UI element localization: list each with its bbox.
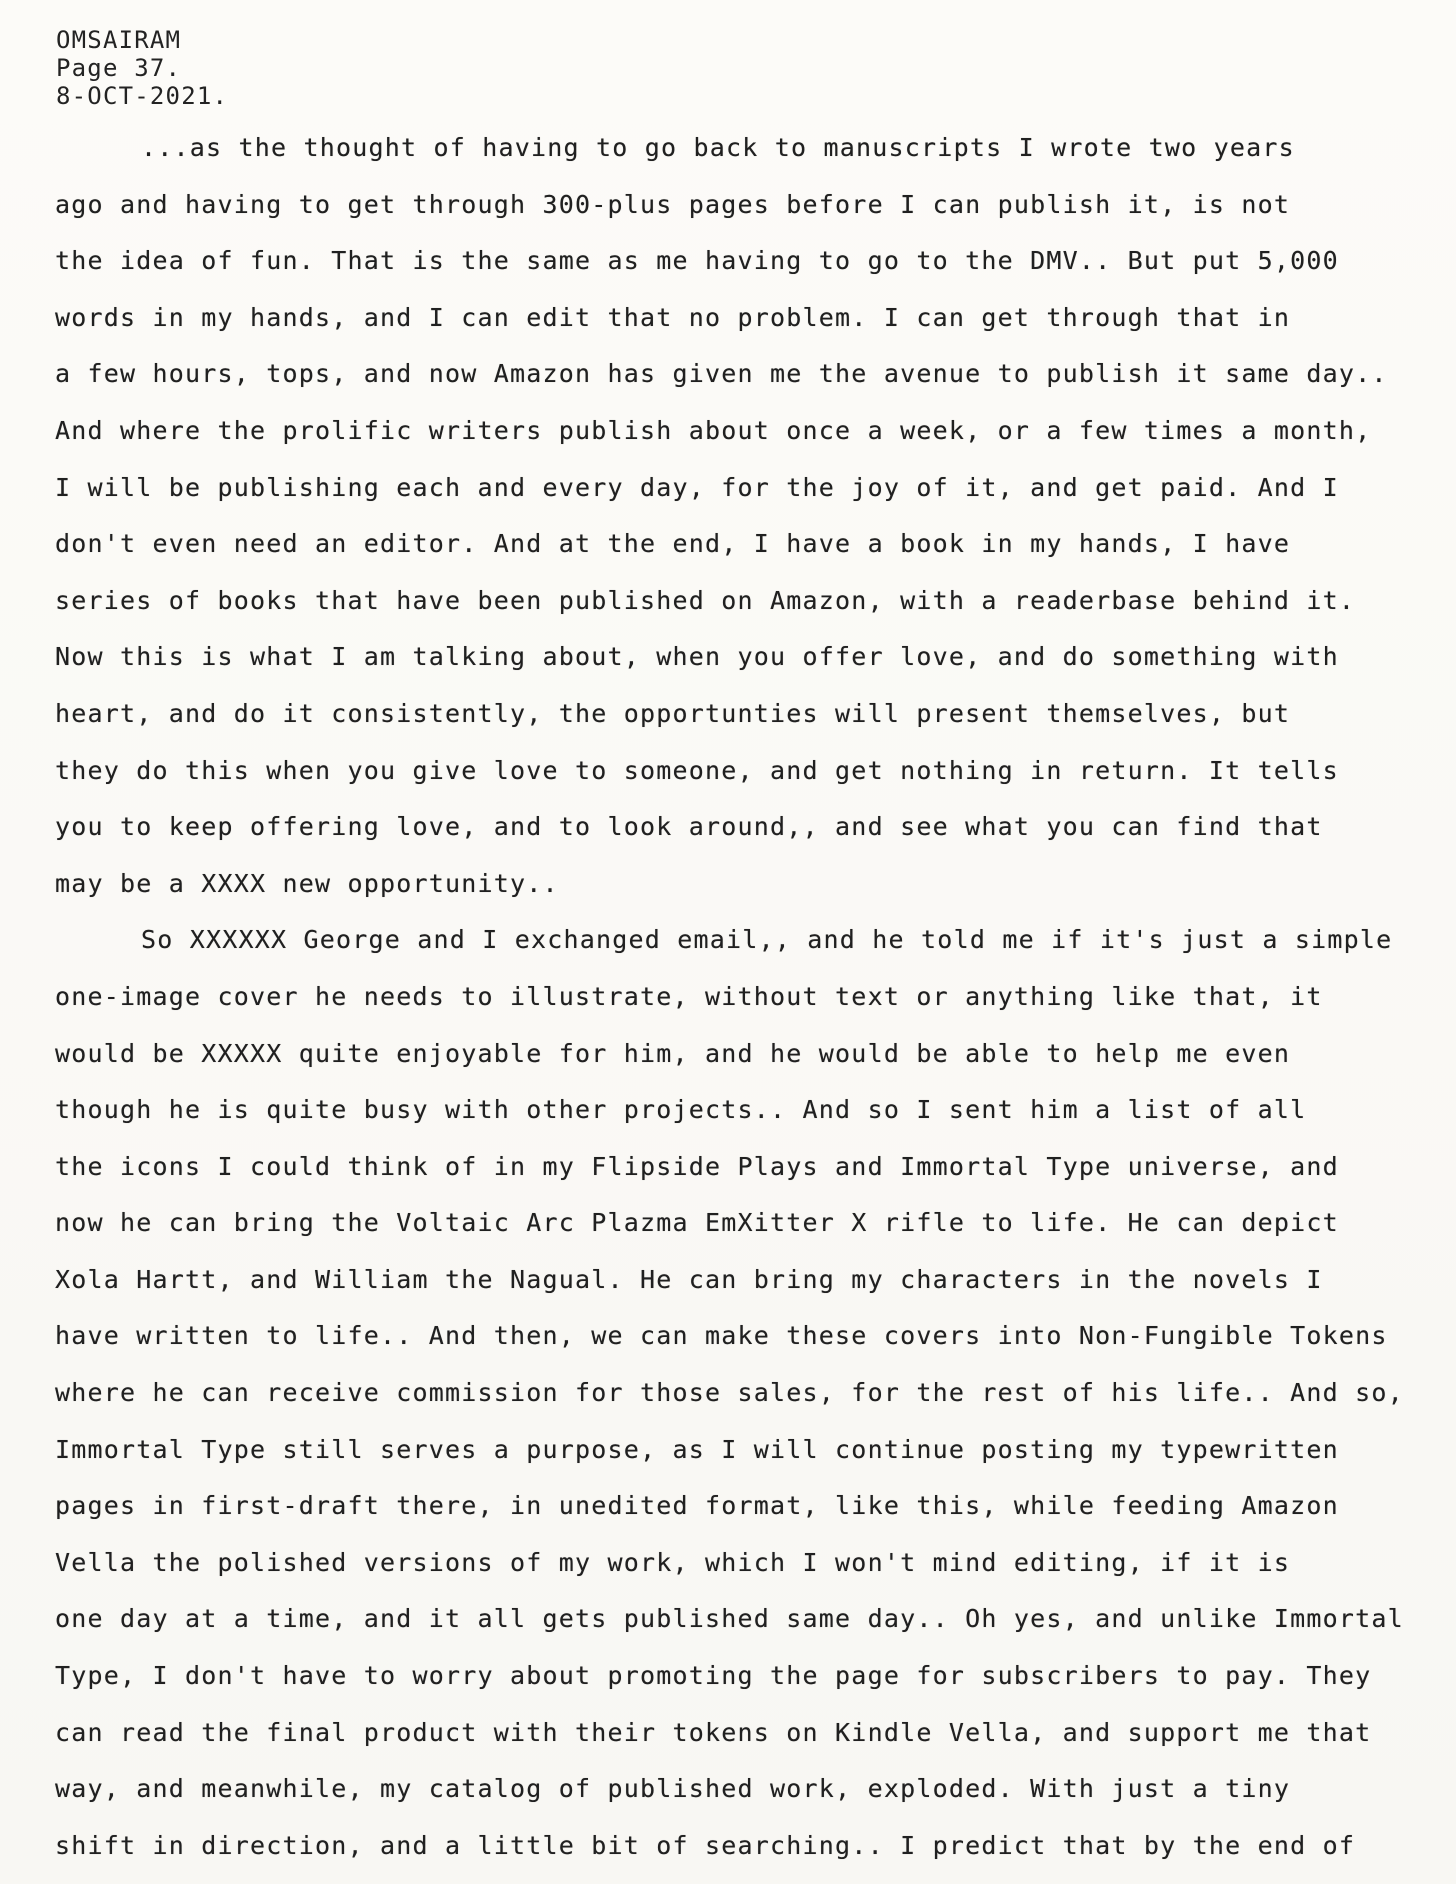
text-line: though he is quite busy with other projects.. And so I sent him a list of all [55,1095,1307,1125]
text-line: may be a XXXX new opportunity.. [55,868,559,898]
text-line: don't even need an editor. And at the end, I have a book in my hands, I have [55,529,1291,559]
text-line: they do this when you give love to someone, and get nothing in return. It tells [55,755,1339,785]
text-line: series of books that have been published on Amazon, with a readerbase behind it. [55,585,1356,615]
page-date: 8-OCT-2021. [56,82,229,110]
text-line: I will be publishing each and every day, for the joy of it, and get paid. And I [55,472,1339,502]
text-line: now he can bring the Voltaic Arc Plazma EmXitter X rifle to life. He can depict [55,1208,1339,1238]
text-line: one day at a time, and it all gets published same day.. Oh yes, and unlike Immortal [55,1604,1404,1634]
text-line: Now this is what I am talking about, when you offer love, and do something with [55,642,1339,672]
text-line: ago and having to get through 300-plus pages before I can publish it, is not [55,189,1291,219]
text-line: heart, and do it consistently, the opportunties will present themselves, but [55,698,1291,728]
text-line: Vella the polished versions of my work, which I won't mind editing, if it is [55,1547,1291,1577]
body-text [55,120,1450,1874]
text-line: where he can receive commission for those sales, for the rest of his life.. And so, [55,1378,1404,1408]
text-line: a few hours, tops, and now Amazon has given me the avenue to publish it same day.. [55,359,1388,389]
text-line: would be XXXXX quite enjoyable for him, and he would be able to help me even [55,1038,1291,1068]
text-line: So XXXXXX George and I exchanged email,, and he told me if it's just a simple [141,925,1393,955]
text-line: the icons I could think of in my Flipside Plays and Immortal Type universe, and [55,1151,1339,1181]
text-line: Xola Hartt, and William the Nagual. He can bring my characters in the novels I [55,1264,1323,1294]
page-number: Page 37. [56,54,182,82]
page-header [56,26,228,110]
text-line: And where the prolific writers publish about once a week, or a few times a month, [55,415,1372,445]
text-line: Type, I don't have to worry about promoting the page for subscribers to pay. They [55,1661,1372,1691]
text-line: Immortal Type still serves a purpose, as I will continue posting my typewritten [55,1434,1339,1464]
text-line: can read the final product with their tokens on Kindle Vella, and support me that [55,1717,1372,1747]
text-line: ...as the thought of having to go back to manuscripts I wrote two years [141,133,1295,162]
text-line: pages in first-draft there, in unedited format, like this, while feeding Amazon [55,1491,1339,1521]
text-line: one-image cover he needs to illustrate, without text or anything like that, it [55,981,1323,1011]
text-line: have written to life.. And then, we can make these covers into Non-Fungible Tokens [55,1321,1388,1351]
text-line: shift in direction, and a little bit of searching.. I predict that by the end of [55,1830,1356,1860]
header-title: OMSAIRAM [56,26,182,54]
text-line: words in my hands, and I can edit that no problem. I can get through that in [55,302,1291,332]
text-line: you to keep offering love, and to look around,, and see what you can find that [55,812,1323,842]
text-line: the idea of fun. That is the same as me having to go to the DMV.. But put 5,000 [55,246,1339,276]
text-line: way, and meanwhile, my catalog of published work, exploded. With just a tiny [55,1774,1291,1804]
